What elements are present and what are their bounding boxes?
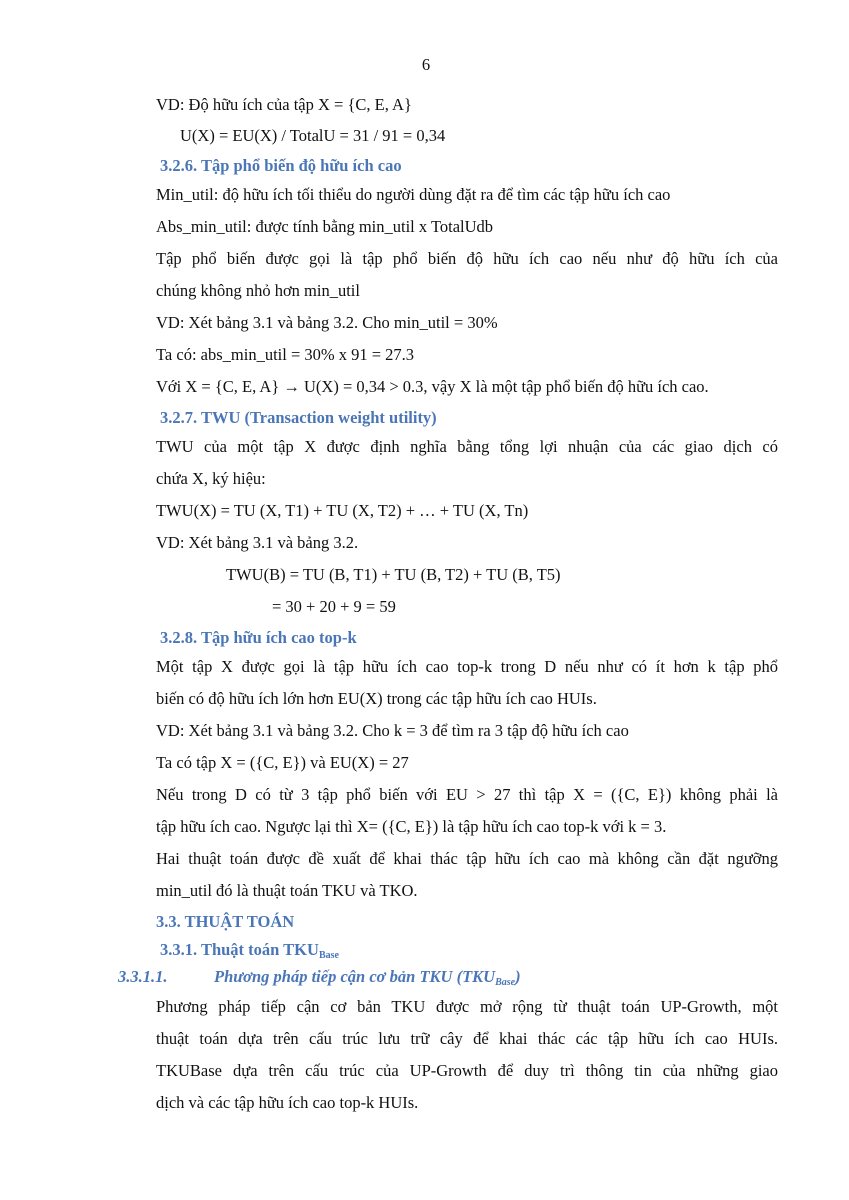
body-line: thuật toán dựa trên cấu trúc lưu trữ cây để khai thác các tập hữu ích cao HUIs. bbox=[156, 1029, 778, 1048]
body-line: Ta có tập X = ({C, E}) và EU(X) = 27 bbox=[156, 753, 409, 772]
heading-3-3-1-1-text: Phương pháp tiếp cận cơ bản TKU (TKU bbox=[214, 967, 496, 986]
example-line: VD: Xét bảng 3.1 và bảng 3.2. Cho k = 3 để tìm ra 3 tập độ hữu ích cao bbox=[156, 721, 629, 740]
formula-line: = 30 + 20 + 9 = 59 bbox=[272, 597, 396, 616]
heading-3-3-1-subscript: Base bbox=[318, 950, 339, 961]
body-line: Min_util: độ hữu ích tối thiểu do người dùng đặt ra để tìm các tập hữu ích cao bbox=[156, 185, 671, 204]
body-line: Abs_min_util: được tính bằng min_util x TotalUdb bbox=[156, 217, 494, 236]
heading-3-2-7: 3.2.7. TWU (Transaction weight utility) bbox=[160, 408, 437, 427]
body-line: TKUBase dựa trên cấu trúc của UP-Growth để duy trì thông tin của những giao bbox=[156, 1061, 778, 1080]
page-number: 6 bbox=[421, 55, 431, 74]
body-line: Một tập X được gọi là tập hữu ích cao top-k trong D nếu như có ít hơn k tập phổ bbox=[156, 657, 778, 676]
heading-3-2-6: 3.2.6. Tập phổ biến độ hữu ích cao bbox=[160, 156, 402, 175]
body-line: Phương pháp tiếp cận cơ bản TKU được mở rộng từ thuật toán UP-Growth, một bbox=[156, 997, 778, 1016]
heading-3-3-1-1-subscript: Base bbox=[495, 977, 516, 988]
body-line: chúng không nhỏ hơn min_util bbox=[156, 281, 360, 300]
example-line: VD: Độ hữu ích của tập X = {C, E, A} bbox=[156, 95, 412, 114]
body-line: biến có độ hữu ích lớn hơn EU(X) trong các tập hữu ích cao HUIs. bbox=[156, 689, 597, 708]
body-line: TWU của một tập X được định nghĩa bằng tổng lợi nhuận của các giao dịch có bbox=[156, 437, 778, 456]
heading-3-2-8: 3.2.8. Tập hữu ích cao top-k bbox=[160, 628, 357, 647]
body-line: tập hữu ích cao. Ngược lại thì X= ({C, E}) là tập hữu ích cao top-k với k = 3. bbox=[156, 817, 667, 836]
formula-line: U(X) = EU(X) / TotalU = 31 / 91 = 0,34 bbox=[180, 126, 446, 145]
body-line: Hai thuật toán được đề xuất để khai thác tập hữu ích cao mà không cần đặt ngưỡng bbox=[156, 849, 778, 868]
formula-line: TWU(B) = TU (B, T1) + TU (B, T2) + TU (B, T5) bbox=[226, 565, 561, 584]
body-line: min_util đó là thuật toán TKU và TKO. bbox=[156, 881, 418, 900]
body-line: Nếu trong D có từ 3 tập phổ biến với EU > 27 thì tập X = ({C, E}) không phải là bbox=[156, 785, 778, 804]
heading-3-3-1-1-close: ) bbox=[515, 967, 521, 986]
heading-3-3: 3.3. THUẬT TOÁN bbox=[156, 912, 295, 931]
body-line: Tập phổ biến được gọi là tập phổ biến độ hữu ích cao nếu như độ hữu ích của bbox=[156, 249, 778, 268]
example-line: VD: Xét bảng 3.1 và bảng 3.2. Cho min_util = 30% bbox=[156, 313, 498, 332]
body-line: dịch và các tập hữu ích cao top-k HUIs. bbox=[156, 1093, 419, 1112]
formula-line: TWU(X) = TU (X, T1) + TU (X, T2) + … + TU (X, Tn) bbox=[156, 501, 529, 520]
heading-3-3-1 bbox=[160, 940, 339, 966]
body-line: Với X = {C, E, A} → U(X) = 0,34 > 0.3, vậy X là một tập phổ biến độ hữu ích cao. bbox=[156, 377, 709, 396]
example-line: VD: Xét bảng 3.1 và bảng 3.2. bbox=[156, 533, 359, 552]
body-line: Ta có: abs_min_util = 30% x 91 = 27.3 bbox=[156, 345, 415, 364]
heading-3-3-1-text: 3.3.1. Thuật toán TKU bbox=[160, 940, 319, 959]
heading-3-3-1-1 bbox=[118, 967, 521, 993]
heading-3-3-1-1-number: 3.3.1.1. bbox=[118, 967, 168, 986]
body-line: chứa X, ký hiệu: bbox=[156, 469, 266, 488]
